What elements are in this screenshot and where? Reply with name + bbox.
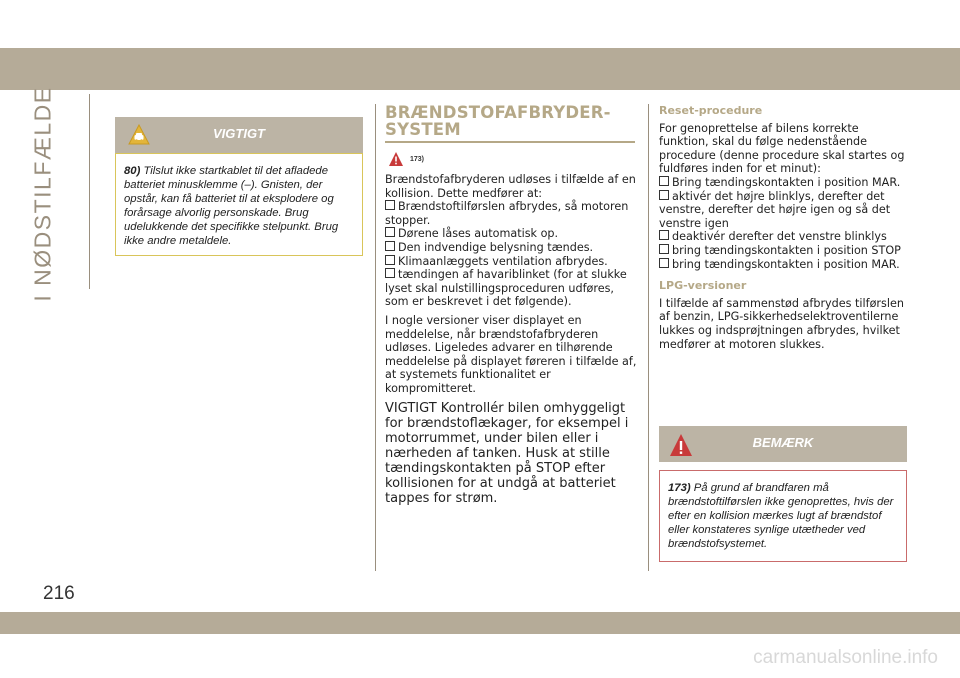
note-box-header	[659, 426, 907, 462]
important-box-body	[115, 153, 363, 256]
list-item: bring tændingskontakten i position STOP	[659, 244, 911, 258]
important-box	[115, 117, 363, 256]
list-item: tændingen af havariblinket (for at slukke lyset skal nulstillingsproceduren udføres, som er beskrevet i det følgende).	[385, 268, 627, 309]
section-important: VIGTIGT Kontrollér bilen omhyggeligt for brændstoflækager, for eksempel i motorrummet, under bilen eller i nærheden af tanken. Husk at stille tændingskontakten på STOP efter kollisionen for at undgå at batteriet tappes for strøm.	[385, 400, 629, 506]
list-item: Dørene låses automatisk op.	[385, 227, 637, 241]
checkbox-bullet-icon	[659, 190, 669, 200]
bottom-band	[0, 612, 960, 634]
list-item: Klimaanlæggets ventilation afbrydes.	[385, 255, 637, 269]
checkbox-bullet-icon	[385, 255, 395, 265]
page-number: 216	[43, 583, 75, 604]
important-box-number: 80)	[124, 165, 141, 177]
section-title-line1: BRÆNDSTOFAFBRYDER-	[385, 103, 611, 122]
warning-triangle-icon	[388, 151, 404, 167]
section-title	[385, 104, 635, 138]
note-box-text: På grund af brandfaren må brændstoftilførslen ikke genoprettes, hvis der efter en kollision mærkes lugt af brændstof eller konstateres synlige utætheder ved brændstofsystemet.	[668, 482, 894, 550]
checkbox-bullet-icon	[659, 258, 669, 268]
important-box-header	[115, 117, 363, 153]
reset-section	[659, 104, 911, 351]
section-intro: Brændstofafbryderen udløses i tilfælde af en kollision. Dette medfører at:	[385, 173, 636, 200]
checkbox-bullet-icon	[385, 268, 395, 278]
list-item: Den indvendige belysning tændes.	[385, 241, 637, 255]
section-body	[385, 173, 637, 506]
note-box-title: BEMÆRK	[752, 435, 814, 450]
side-divider	[89, 94, 90, 289]
important-box-title: VIGTIGT	[213, 126, 265, 141]
section-reference-label: 173)	[410, 156, 425, 163]
reset-intro: For genoprettelse af bilens korrekte funktion, skal du følge nedenstående procedure (denne procedure skal startes og fuldføres inden for et minut):	[659, 121, 905, 176]
reset-heading: Reset-procedure	[659, 104, 763, 117]
checkbox-bullet-icon	[385, 200, 395, 210]
note-box	[659, 426, 907, 562]
checkbox-bullet-icon	[659, 244, 669, 254]
top-band	[0, 48, 960, 90]
column-divider-2	[648, 104, 649, 571]
section-note: I nogle versioner viser displayet en meddelelse, når brændstofafbryderen udløses. Ligeledes advarer en tilhørende meddelelse på displayet føreren i tilfælde af, at systemets funktionalitet er kompromitteret.	[385, 313, 637, 395]
note-box-body	[659, 470, 907, 562]
side-category	[20, 86, 66, 302]
checkbox-bullet-icon	[385, 227, 395, 237]
watermark: carmanualsonline.info	[753, 647, 938, 668]
lpg-text: I tilfælde af sammenstød afbrydes tilførslen af benzin, LPG-sikkerhedselektroventilerne lukkes og indsprøjtningen afbrydes, hvilket medfører at motoren slukkes.	[659, 296, 904, 351]
side-category-label: I NØDSTILFÆLDE	[29, 86, 56, 302]
list-item: Bring tændingskontakten i position MAR.	[659, 176, 911, 190]
section-title-rule	[385, 141, 635, 143]
checkbox-bullet-icon	[659, 176, 669, 186]
list-item: deaktivér derefter det venstre blinklys	[659, 230, 911, 244]
list-item: bring tændingskontakten i position MAR.	[659, 258, 911, 272]
section-title-line2: SYSTEM	[385, 120, 461, 139]
note-box-number: 173)	[668, 482, 691, 494]
lpg-heading: LPG-versioner	[659, 279, 747, 293]
important-box-text: Tilslut ikke startkablet til det afladede batteriet minusklemme (–). Gnisten, der opstår, kan få batteriet til at eksplodere og forårsage alvorlig personskade. Brug udelukkende det specifikke stelpunkt. Brug ikke andre metaldele.	[124, 165, 339, 247]
checkbox-bullet-icon	[659, 230, 669, 240]
checkbox-bullet-icon	[385, 241, 395, 251]
list-item: aktivér det højre blinklys, derefter det venstre, derefter det højre igen og så det venstre igen	[659, 189, 891, 230]
list-item: Brændstoftilførslen afbrydes, så motoren stopper.	[385, 200, 629, 227]
column-divider-1	[375, 104, 376, 571]
